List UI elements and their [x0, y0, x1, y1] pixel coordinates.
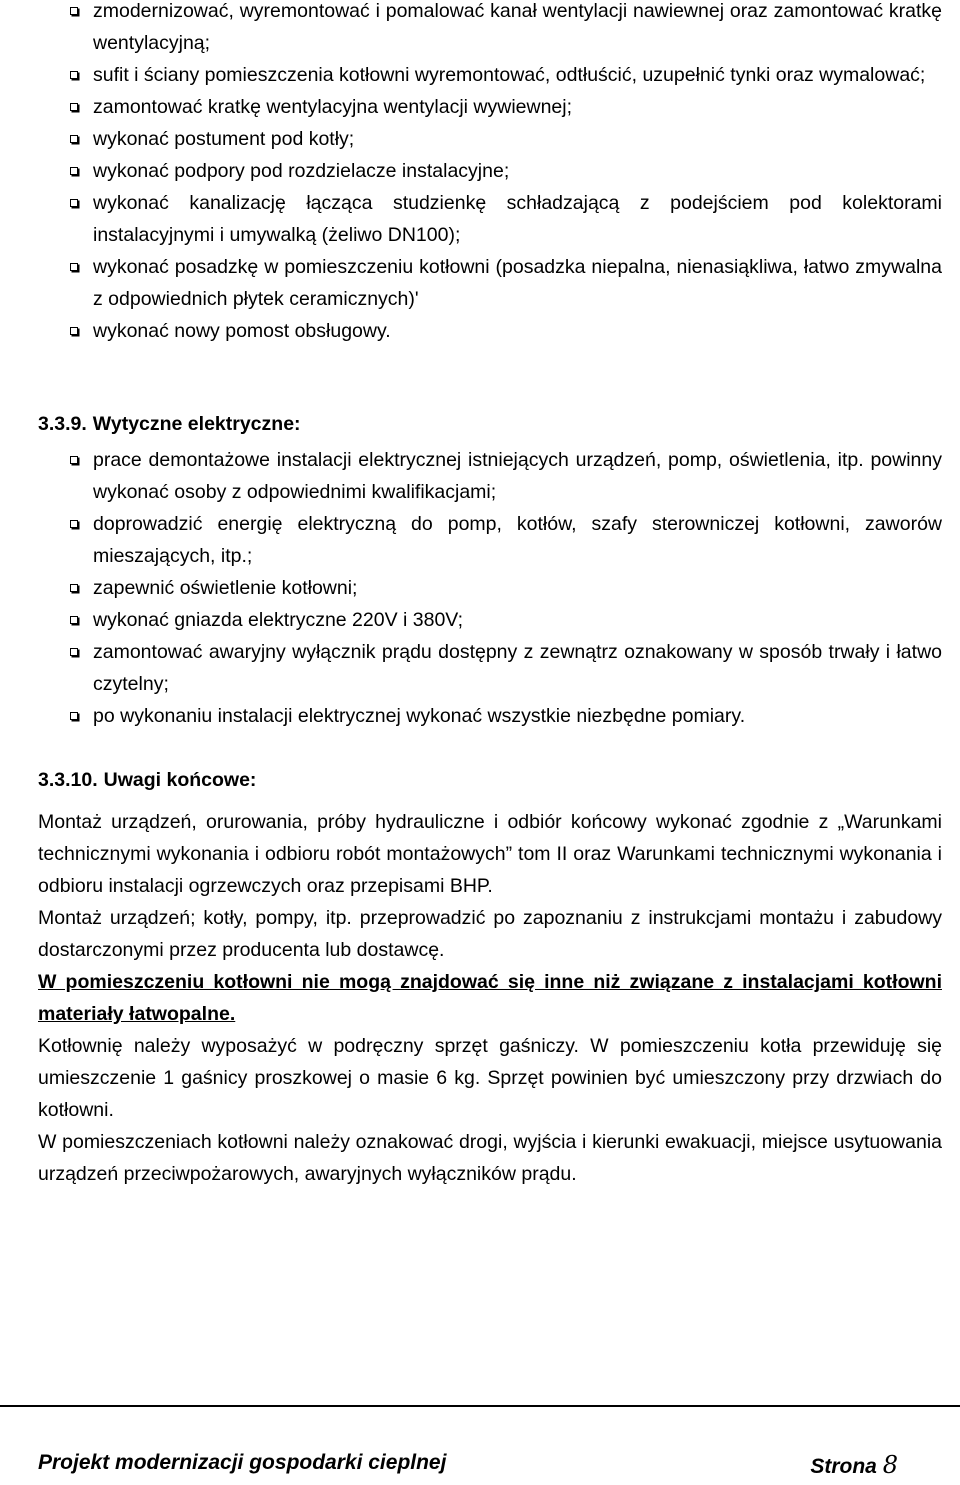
- section-number: 3.3.10.: [38, 769, 98, 791]
- checkbox-square-icon: [70, 167, 78, 175]
- footer-divider: [0, 1405, 960, 1407]
- checkbox-square-icon: [70, 584, 78, 592]
- list-item: sufit i ściany pomieszczenia kotłowni wyremontować, odtłuścić, uzupełnić tynki oraz wymalować;: [38, 59, 942, 91]
- electrical-task-list: [38, 444, 942, 732]
- paragraph: Montaż urządzeń; kotły, pompy, itp. przeprowadzić po zapoznaniu z instrukcjami montażu i zabudowy dostarczonymi przez producenta lub dostawcę.: [38, 907, 942, 961]
- section-number: 3.3.9.: [38, 413, 87, 435]
- list-item: wykonać posadzkę w pomieszczeniu kotłowni (posadzka niepalna, nienasiąkliwa, łatwo zmywalna z odpowiednich płytek ceramicznych)': [38, 251, 942, 315]
- section-title: Uwagi końcowe:: [103, 769, 257, 791]
- section-heading-final-remarks: [38, 765, 256, 795]
- list-item: zamontować awaryjny wyłącznik prądu dostępny z zewnątrz oznakowany w sposób trwały i łatwo czytelny;: [38, 636, 942, 700]
- checkbox-square-icon: [70, 7, 78, 15]
- checkbox-square-icon: [70, 135, 78, 143]
- list-item: wykonać gniazda elektryczne 220V i 380V;: [38, 604, 942, 636]
- list-item: wykonać postument pod kotły;: [38, 123, 942, 155]
- page-label-text: Strona: [810, 1455, 877, 1478]
- list-item: wykonać podpory pod rozdzielacze instalacyjne;: [38, 155, 942, 187]
- checkbox-square-icon: [70, 520, 78, 528]
- warning-paragraph: W pomieszczeniu kotłowni nie mogą znajdować się inne niż związane z instalacjami kotłowni materiały łatwopalne.: [38, 971, 942, 1025]
- checkbox-square-icon: [70, 199, 78, 207]
- paragraph: Montaż urządzeń, orurowania, próby hydrauliczne i odbiór końcowy wykonać zgodnie z „Warunkami technicznymi wykonania i odbioru robót montażowych” tom II oraz Warunkami technicznymi wykonania i odbioru instalacji ogrzewczych oraz przepisami BHP.: [38, 811, 942, 897]
- list-item: doprowadzić energię elektryczną do pomp, kotłów, szafy sterowniczej kotłowni, zaworów mieszających, itp.;: [38, 508, 942, 572]
- paragraph: Kotłownię należy wyposażyć w podręczny sprzęt gaśniczy. W pomieszczeniu kotła przewiduję się umieszczenie 1 gaśnicy proszkowej o masie 6 kg. Sprzęt powinien być umieszczony przy drzwiach do kotłowni.: [38, 1035, 942, 1121]
- list-item: wykonać nowy pomost obsługowy.: [38, 315, 942, 347]
- list-item: zmodernizować, wyremontować i pomalować kanał wentylacji nawiewnej oraz zamontować kratkę wentylacyjną;: [38, 0, 942, 59]
- checkbox-square-icon: [70, 263, 78, 271]
- checkbox-square-icon: [70, 712, 78, 720]
- list-item: zamontować kratkę wentylacyjna wentylacji wywiewnej;: [38, 91, 942, 123]
- checkbox-square-icon: [70, 327, 78, 335]
- checkbox-square-icon: [70, 648, 78, 656]
- checkbox-square-icon: [70, 616, 78, 624]
- list-item: prace demontażowe instalacji elektrycznej istniejących urządzeń, pomp, oświetlenia, itp. powinny wykonać osoby z odpowiednimi kwalifikacjami;: [38, 444, 942, 508]
- section-title: Wytyczne elektryczne:: [92, 413, 301, 435]
- footer-title: Projekt modernizacji gospodarki cieplnej: [38, 1451, 447, 1474]
- footer-page-label: [810, 1451, 898, 1479]
- page-number: 8: [882, 1451, 898, 1479]
- checkbox-square-icon: [70, 456, 78, 464]
- list-item: wykonać kanalizację łącząca studzienkę schładzającą z podejściem pod kolektorami instalacyjnymi i umywalką (żeliwo DN100);: [38, 187, 942, 251]
- checkbox-square-icon: [70, 103, 78, 111]
- renovation-task-list: [38, 0, 942, 347]
- checkbox-square-icon: [70, 71, 78, 79]
- section-heading-electrical: [38, 409, 301, 439]
- final-remarks-body: [38, 806, 942, 1190]
- paragraph: W pomieszczeniach kotłowni należy oznakować drogi, wyjścia i kierunki ewakuacji, miejsce usytuowania urządzeń przeciwpożarowych, awaryjnych wyłączników prądu.: [38, 1131, 942, 1185]
- list-item: zapewnić oświetlenie kotłowni;: [38, 572, 942, 604]
- list-item: po wykonaniu instalacji elektrycznej wykonać wszystkie niezbędne pomiary.: [38, 700, 942, 732]
